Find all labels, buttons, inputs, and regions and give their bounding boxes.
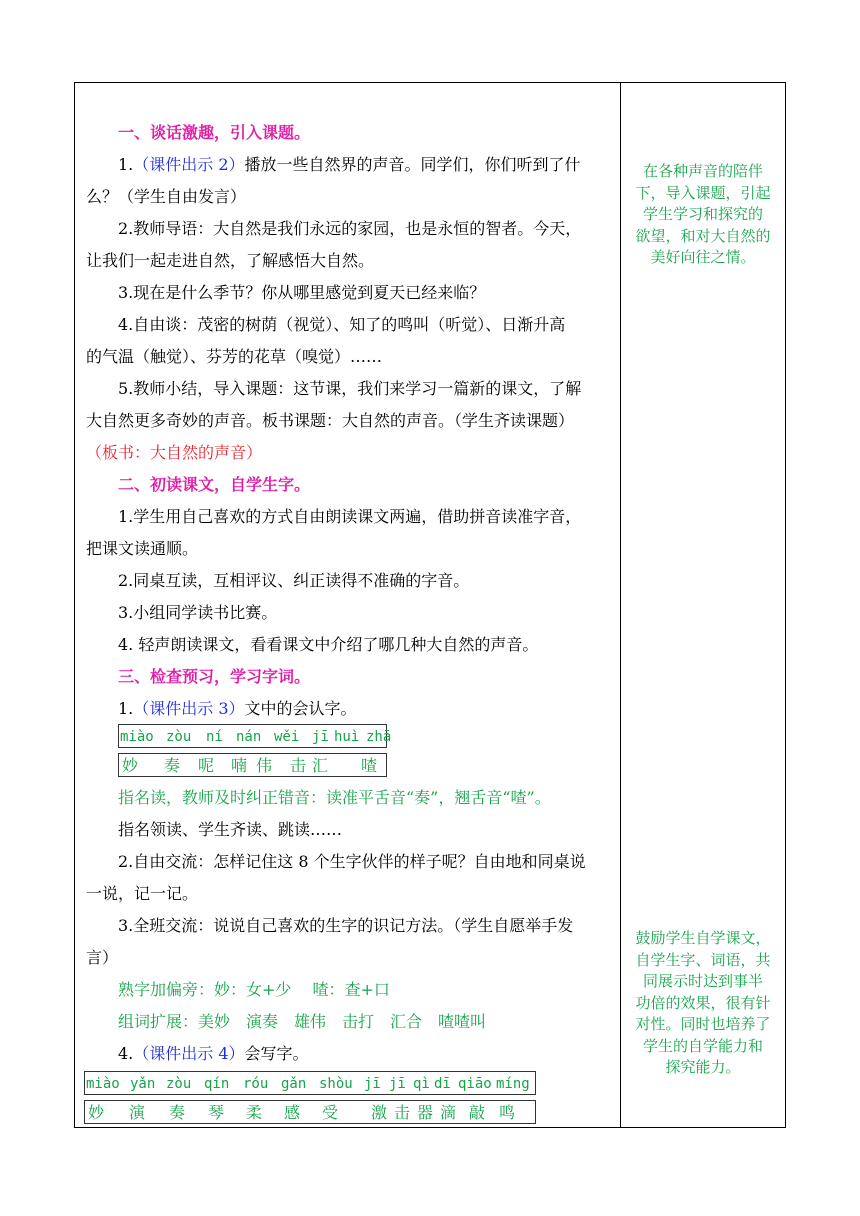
char: 滴 xyxy=(440,1103,457,1122)
char: 奏 xyxy=(164,756,181,775)
s1-item2-line1: 2.教师导语：大自然是我们永远的家园，也是永恒的智者。今天， xyxy=(118,219,582,238)
item-text: 文中的会认字。 xyxy=(244,699,357,718)
pinyin: miào xyxy=(86,1076,120,1092)
s3-item2-line2: 一说，记一记。 xyxy=(86,884,199,903)
pinyin: qiāo xyxy=(458,1076,492,1092)
char: 琴 xyxy=(208,1103,225,1122)
s3-item4 xyxy=(118,1044,309,1064)
note-line: 学生学习和探究的 xyxy=(642,205,763,223)
s2-item3: 3.小组同学读书比赛。 xyxy=(118,603,278,622)
s3-item3-line2: 言） xyxy=(86,948,119,967)
recognize-pinyin-box xyxy=(118,724,392,748)
char: 击 xyxy=(290,756,307,775)
correction-note: 指名读，教师及时纠正错音：读准平舌音“奏”，翘舌音“喳”。 xyxy=(118,788,551,807)
note-line: 自学生字、词语，共 xyxy=(635,950,771,969)
pinyin: qì xyxy=(413,1076,430,1092)
char: 汇 xyxy=(312,756,329,775)
pinyin: jī xyxy=(312,729,329,745)
s3-item2-line1: 2.自由交流：怎样记住这 8 个生字伙伴的样子呢？自由地和同桌说 xyxy=(118,852,586,871)
char: 受 xyxy=(322,1103,339,1122)
char: 呢 xyxy=(198,756,215,775)
s1-item4-line1: 4.自由谈：茂密的树荫（视觉）、知了的鸣叫（听觉）、日渐升高 xyxy=(118,315,566,334)
pinyin: gǎn xyxy=(281,1076,307,1092)
char: 喃 xyxy=(231,756,248,775)
recognize-chars-box xyxy=(118,753,387,777)
note-line: 欲望，和对大自然的 xyxy=(635,226,771,245)
section1-heading: 一、谈话激趣，引入课题。 xyxy=(118,123,311,142)
item-text: 会写字。 xyxy=(244,1044,309,1063)
pinyin: róu xyxy=(243,1076,269,1092)
char: 演 xyxy=(129,1103,146,1122)
pinyin: ní xyxy=(206,729,223,745)
char: 喳 xyxy=(361,756,378,775)
s1-item4-line2: 的气温（触觉）、芬芳的花草（嗅觉）…… xyxy=(86,347,383,366)
reading-note: 指名领读、学生齐读、跳读…… xyxy=(118,820,343,839)
s1-item1-line1 xyxy=(118,155,581,175)
s2-item1-line1: 1.学生用自己喜欢的方式自由朗读课文两遍，借助拼音读准字音， xyxy=(118,507,582,526)
char: 伟 xyxy=(256,756,273,775)
note-line: 在各种声音的陪伴 xyxy=(642,162,763,180)
pinyin: yǎn xyxy=(130,1076,156,1092)
pinyin: zòu xyxy=(166,729,192,745)
pinyin: wěi xyxy=(274,729,300,745)
pinyin: dī xyxy=(434,1076,451,1092)
design-note-1 xyxy=(621,161,785,269)
s2-item4: 4. 轻声朗读课文，看看课文中介绍了哪几种大自然的声音。 xyxy=(118,635,539,654)
item-text: 播放一些自然界的声音。同学们，你们听到了什 xyxy=(244,155,581,174)
note-line: 对性。同时也培养了 xyxy=(635,1015,771,1033)
write-chars-box xyxy=(84,1100,536,1124)
char: 奏 xyxy=(169,1103,186,1122)
pinyin: nán xyxy=(236,729,262,745)
write-pinyin-box xyxy=(84,1071,536,1095)
item-number: 4. xyxy=(118,1044,134,1063)
note-line: 功倍的效果，很有针 xyxy=(635,993,771,1012)
words-note: 组词扩展：美妙 演奏 雄伟 击打 汇合 喳喳叫 xyxy=(118,1012,487,1031)
pinyin: zhā xyxy=(366,729,392,745)
s3-item1 xyxy=(118,699,357,719)
s1-item1-line2: 么？（学生自由发言） xyxy=(86,187,247,206)
char: 妙 xyxy=(122,756,139,775)
s3-item3-line1: 3.全班交流：说说自己喜欢的生字的识记方法。（学生自愿举手发 xyxy=(118,916,574,935)
s1-item3: 3.现在是什么季节？你从哪里感觉到夏天已经来临？ xyxy=(118,283,486,302)
design-note-2 xyxy=(621,928,785,1079)
char: 器 xyxy=(417,1103,434,1122)
note-line: 同展示时达到事半 xyxy=(642,972,763,990)
courseware-tag: （课件出示 3） xyxy=(133,699,245,718)
radicals-note: 熟字加偏旁：妙：女+少 喳：查+口 xyxy=(118,980,390,999)
char: 击 xyxy=(394,1103,411,1122)
pinyin: qín xyxy=(204,1076,230,1092)
pinyin: miào xyxy=(120,729,154,745)
s2-item1-line2: 把课文读通顺。 xyxy=(86,539,199,558)
section2-heading: 二、初读课文，自学生字。 xyxy=(118,475,311,494)
pinyin: jī xyxy=(389,1076,406,1092)
note-line: 学生的自学能力和 xyxy=(642,1036,763,1055)
s2-item2: 2.同桌互读，互相评议、纠正读得不准确的字音。 xyxy=(118,571,470,590)
section3-heading: 三、检查预习，学习字词。 xyxy=(118,667,311,686)
char: 感 xyxy=(284,1103,301,1122)
note-line: 鼓励学生自学课文， xyxy=(635,929,771,947)
note-line: 美好向往之情。 xyxy=(650,248,756,266)
pinyin: míng xyxy=(496,1076,530,1092)
note-line: 下，导入课题，引起 xyxy=(635,183,771,202)
note-line: 探究能力。 xyxy=(665,1058,741,1076)
s1-item2-line2: 让我们一起走进自然，了解感悟大自然。 xyxy=(86,251,375,270)
s1-item5-line2: 大自然更多奇妙的声音。板书课题：大自然的声音。（学生齐读课题） xyxy=(86,411,575,430)
char: 妙 xyxy=(88,1103,105,1122)
s1-item5-line1: 5.教师小结，导入课题：这节课，我们来学习一篇新的课文，了解 xyxy=(118,379,582,398)
pinyin: huì xyxy=(334,729,360,745)
pinyin: zòu xyxy=(166,1076,192,1092)
courseware-tag: （课件出示 2） xyxy=(133,155,245,174)
courseware-tag: （课件出示 4） xyxy=(133,1044,245,1063)
pinyin: shòu xyxy=(319,1076,353,1092)
item-number: 1. xyxy=(118,699,134,718)
item-number: 1. xyxy=(118,155,134,174)
char: 敲 xyxy=(469,1103,486,1122)
char: 柔 xyxy=(246,1103,263,1122)
board-note: （板书：大自然的声音） xyxy=(86,443,263,462)
char: 鸣 xyxy=(499,1103,516,1122)
char: 激 xyxy=(371,1103,388,1122)
lesson-plan-table xyxy=(74,82,786,1128)
pinyin: jī xyxy=(364,1076,381,1092)
